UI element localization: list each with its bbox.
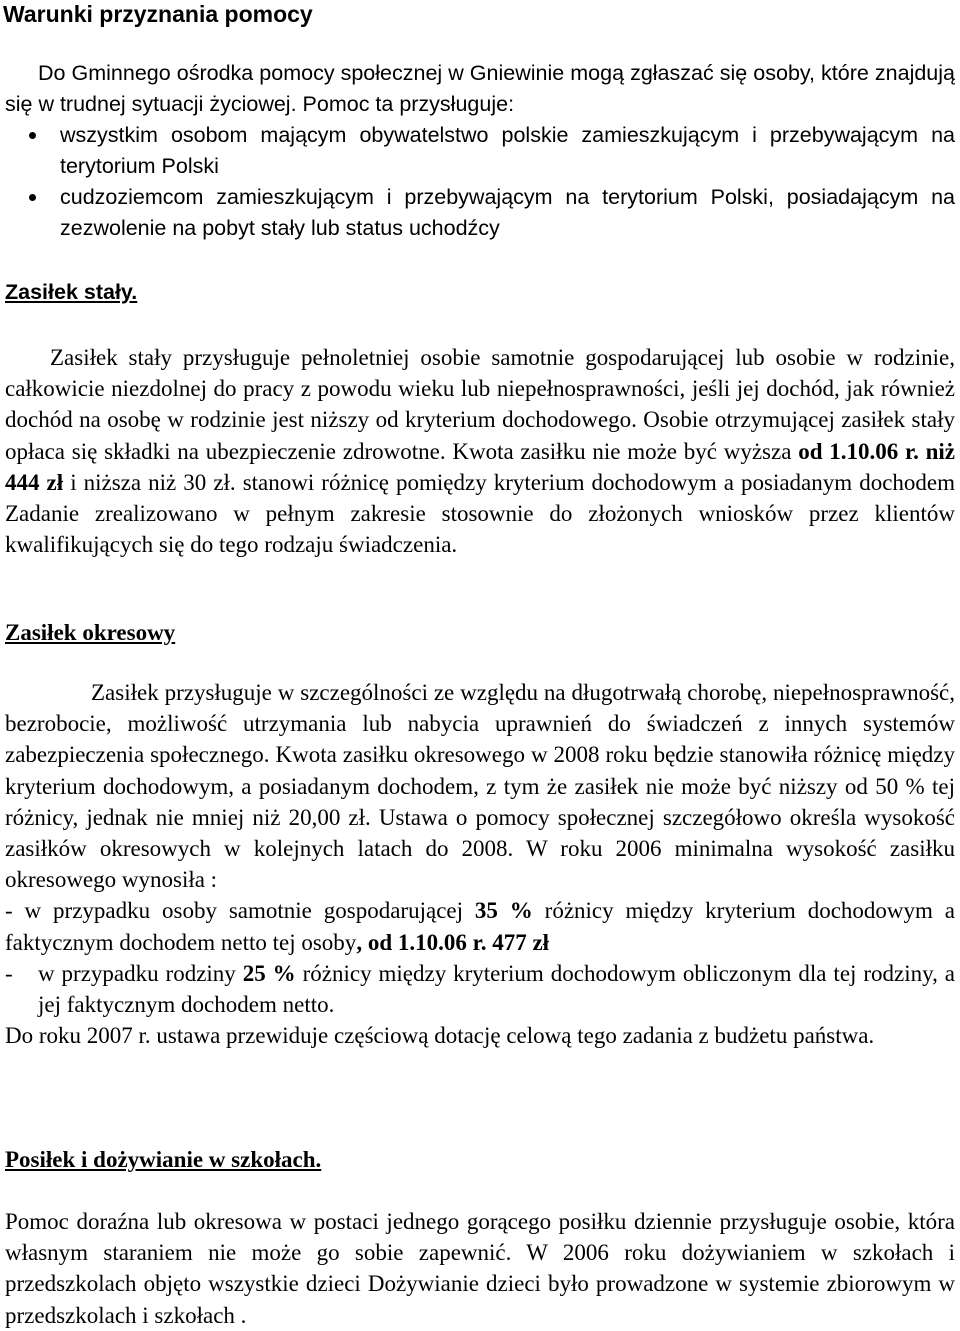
paragraph-text: i niższa niż 30 zł. stanowi różnicę pomiędzy kryterium dochodowym a posiadanym dochodem Zadanie zrealizowano w pełnym zakresie stosownie do złożonych wniosków przez klientów kwalifikujących się do tego rodzaju świadczenia.	[5, 469, 956, 558]
line-text: - w przypadku osoby samotnie gospodarującej	[5, 898, 475, 924]
bold-percent: 25 %	[242, 960, 296, 986]
list-item-text: cudzoziemcom zamieszkującym i przebywającym na terytorium Polski, posiadającym na zezwolenie na pobyt stały lub status uchodźcy	[60, 185, 955, 240]
line-text: różnicy między kryterium dochodowym a faktycznym dochodem netto tej osoby	[5, 898, 956, 955]
line-text: różnicy między kryterium dochodowym obliczonym dla tej rodziny, a jej faktycznym dochodem netto.	[38, 960, 956, 1018]
budget-line: Do roku 2007 r. ustawa przewiduje częściową dotację celową tego zadania z budżetu państwa.	[5, 1023, 875, 1049]
posilek-paragraph: Pomoc doraźna lub okresowa w postaci jednego gorącego posiłku dziennie przysługuje osobie, która własnym staraniem nie może go sobie zapewnić. W 2006 roku dożywianiem w szkołach i przedszkolach objęto wszystkie dzieci Dożywianie dzieci było prowadzone w systemie zbiorowym w przedszkolach i szkołach .	[5, 1209, 955, 1328]
page-title: Warunki przyznania pomocy	[3, 1, 313, 27]
bold-percent-sign: %	[497, 898, 545, 924]
bullet-icon	[29, 194, 36, 201]
bold-amount: , od 1.10.06 r. 477 zł	[356, 929, 550, 955]
list-item-text: wszystkim osobom mającym obywatelstwo polskie zamieszkującym i przebywającym na terytorium Polski	[60, 123, 955, 178]
line-text: w przypadku rodziny	[38, 960, 243, 986]
zasilek-okresowy-paragraph: Zasiłek przysługuje w szczególności ze względu na długotrwałą chorobę, niepełnosprawność, bezrobocie, możliwość utrzymania lub nabycia uprawnień do świadczeń z innych systemów zabezpieczenia społecznego. Kwota zasiłku okresowego w 2008 roku będzie stanowiła różnicę między kryterium dochodowym, a posiadanym dochodem, z tym że zasiłek nie może być niższy od 50 % tej różnicy, jednak nie mniej niż 20,00 zł. Ustawa o pomocy społecznej szczegółowo określa wysokość zasiłków okresowych w kolejnych latach do 2008. W roku 2006 minimalna wysokość zasiłku okresowego wynosiła :	[5, 680, 955, 893]
family-line	[5, 958, 955, 1020]
list-item	[0, 182, 955, 244]
zasilek-staly-paragraph	[5, 342, 955, 560]
bold-percent: 35	[474, 898, 498, 924]
section-heading-posilek: Posiłek i dożywianie w szkołach.	[5, 1147, 322, 1172]
eligibility-list	[0, 120, 955, 244]
bold-amount: od 1.10.06 r. niż 444 zł	[5, 438, 956, 495]
intro-paragraph: Do Gminnego ośrodka pomocy społecznej w Gniewinie mogą zgłaszać się osoby, które znajdują się w trudnej sytuacji życiowej. Pomoc ta przysługuje:	[5, 61, 955, 116]
single-person-line	[5, 895, 955, 957]
zasilek-okresowy-block	[5, 677, 955, 1051]
bullet-icon	[29, 132, 36, 139]
list-item	[0, 120, 955, 182]
paragraph-text: Zasiłek stały przysługuje pełnoletniej osobie samotnie gospodarującej lub osobie w rodzinie, całkowicie niezdolnej do pracy z powodu wieku lub niepełnosprawności, jeśli jej dochód, jak również dochód na osobę w rodzinie jest niższy od kryterium dochodowego. Osobie otrzymującej zasiłek stały opłaca się składki na ubezpieczenie zdrowotne. Kwota zasiłku nie może być wyższa	[5, 345, 955, 464]
dash-marker: -	[5, 960, 13, 986]
section-heading-zasilek-okresowy: Zasiłek okresowy	[5, 620, 176, 645]
section-heading-zasilek-staly: Zasiłek stały.	[5, 280, 138, 304]
